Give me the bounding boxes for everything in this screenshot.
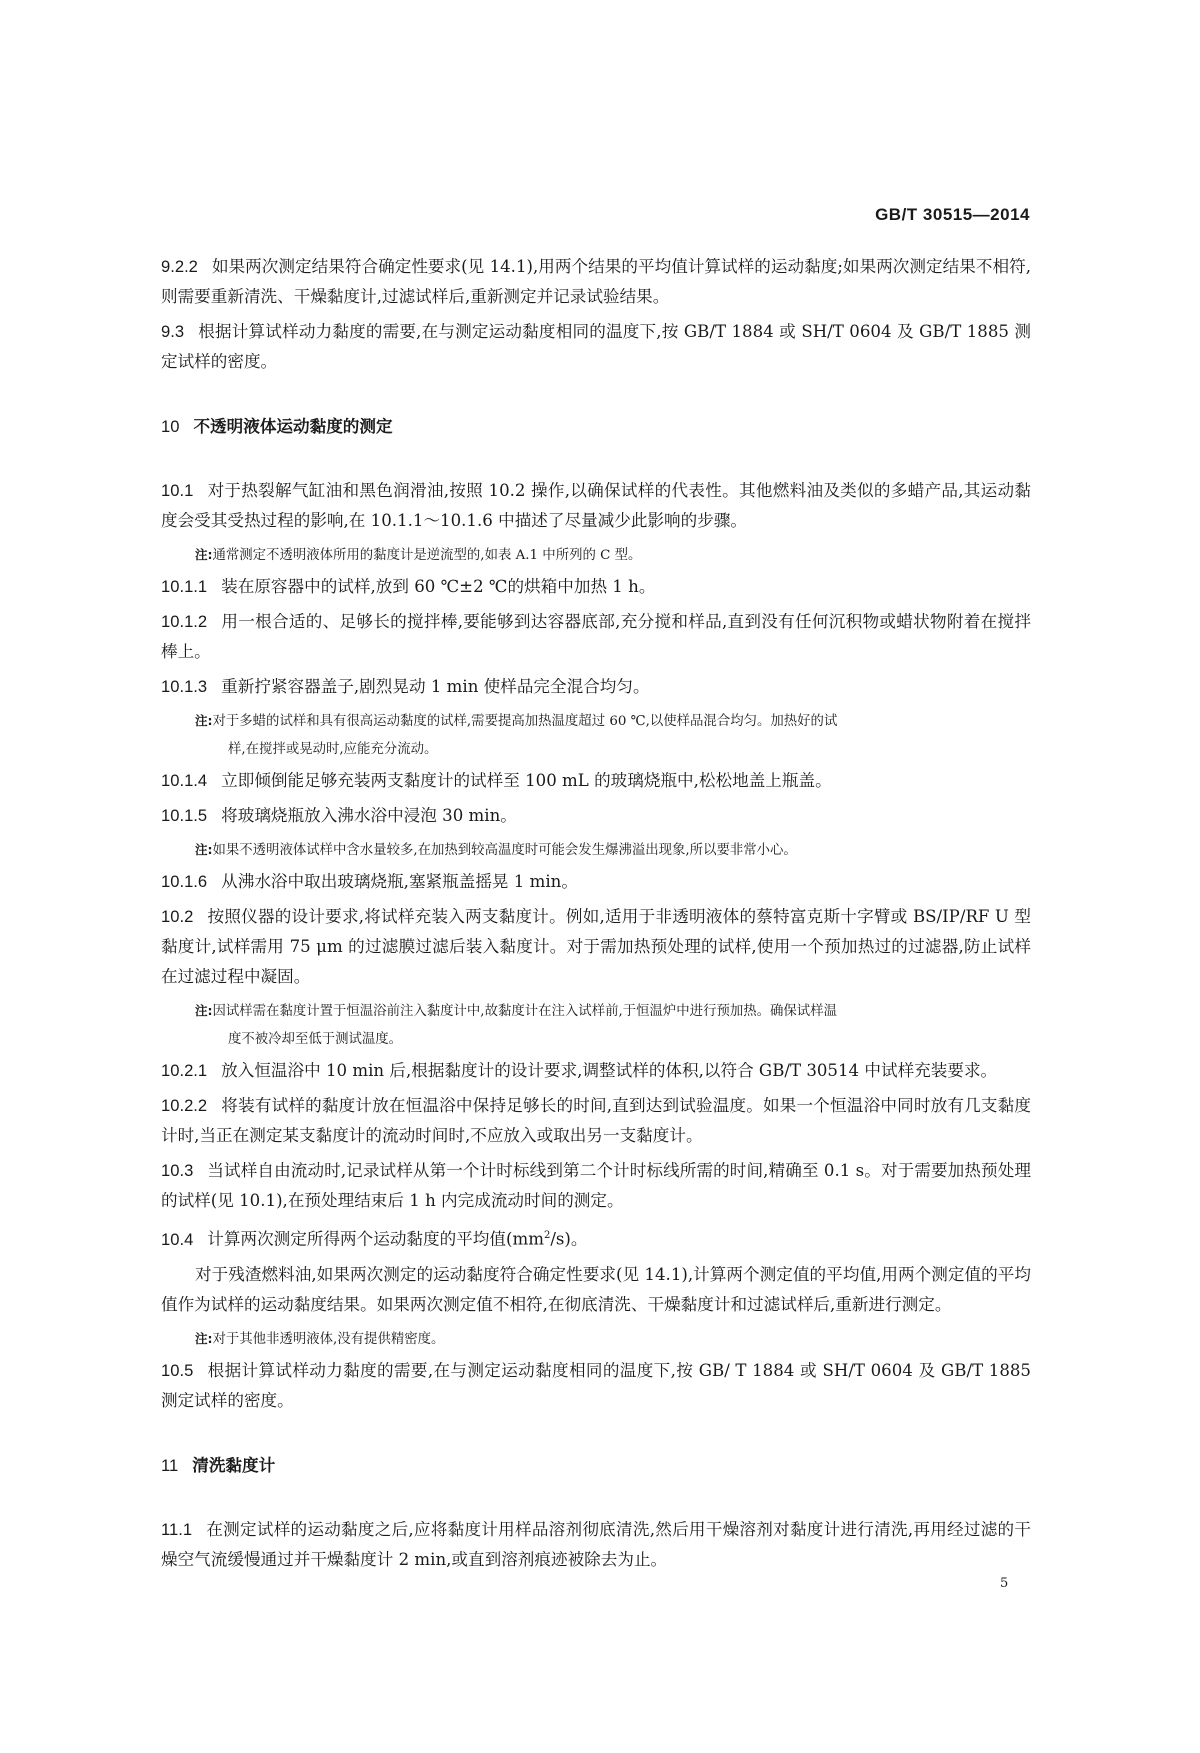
note-10-1 <box>195 541 1031 570</box>
clause-10-4-paragraph <box>161 1260 1031 1320</box>
section-title: 不透明液体运动黏度的测定 <box>193 417 393 436</box>
clause-text: 对于热裂解气缸油和黑色润滑油,按照 10.2 操作,以确保试样的代表性。其他燃料油及类似的多蜡产品,其运动黏度会受其受热过程的影响,在 10.1.1～10.1.6 中描述了尽量减少此影响的步骤。 <box>161 481 1031 530</box>
clause-text: 根据计算试样动力黏度的需要,在与测定运动黏度相同的温度下,按 GB/T 1884 或 SH/T 0604 及 GB/T 1885 测定试样的密度。 <box>161 322 1031 371</box>
note-10-1-5 <box>195 836 1031 865</box>
note-text-line1: 对于多蜡的试样和具有很高运动黏度的试样,需要提高加热温度超过 60 ℃,以使样品混合均匀。加热好的试 <box>212 714 838 729</box>
clause-text: 立即倾倒能足够充装两支黏度计的试样至 100 mL 的玻璃烧瓶中,松松地盖上瓶盖。 <box>221 771 832 790</box>
note-10-2 <box>195 997 1031 1054</box>
note-label: 注: <box>195 1330 213 1346</box>
clause-10-3 <box>161 1156 1031 1216</box>
clause-text: 用一根合适的、足够长的搅拌棒,要能够到达容器底部,充分搅和样品,直到没有任何沉积物或蜡状物附着在搅拌棒上。 <box>161 612 1031 661</box>
clause-number: 10.2.1 <box>161 1061 208 1080</box>
clause-10-1-4 <box>161 766 1031 796</box>
clause-10-4 <box>161 1221 1031 1255</box>
clause-text: 根据计算试样动力黏度的需要,在与测定运动黏度相同的温度下,按 GB/ T 1884 或 SH/T 0604 及 GB/T 1885 测定试样的密度。 <box>161 1360 1031 1410</box>
note-label: 注: <box>195 1003 213 1018</box>
clause-9-3 <box>161 317 1031 377</box>
clause-number: 10.1.2 <box>161 612 208 631</box>
note-text-line2: 样,在搅拌或晃动时,应能充分流动。 <box>228 742 438 757</box>
clause-9-2-2 <box>161 252 1031 312</box>
clause-10-1-2 <box>161 607 1031 667</box>
clause-text: 计算两次测定所得两个运动黏度的平均值(mm <box>207 1229 544 1249</box>
clause-10-1-3 <box>161 672 1031 702</box>
standard-code: GB/T 30515—2014 <box>875 205 1030 224</box>
clause-text: 如果两次测定结果符合确定性要求(见 14.1),用两个结果的平均值计算试样的运动黏度;如果两次测定结果不相符,则需要重新清洗、干燥黏度计,过滤试样后,重新测定并记录试验结果。 <box>161 257 1031 306</box>
note-label: 注: <box>195 713 213 728</box>
section-number: 11 <box>161 1455 179 1475</box>
section-11-heading <box>161 1451 1031 1481</box>
clause-11-1 <box>161 1515 1031 1575</box>
clause-10-2-2 <box>161 1091 1031 1151</box>
clause-text: 放入恒温浴中 10 min 后,根据黏度计的设计要求,调整试样的体积,以符合 GB/T 30514 中试样充装要求。 <box>221 1061 998 1080</box>
page-number: 5 <box>1000 1576 1009 1591</box>
clause-number: 10.1 <box>161 481 194 500</box>
note-10-1-3 <box>195 707 1031 764</box>
clause-number: 10.1.5 <box>161 806 208 825</box>
clause-number: 10.1.6 <box>161 872 208 891</box>
clause-text: 对于残渣燃料油,如果两次测定的运动黏度符合确定性要求(见 14.1),计算两个测定值的平均值,用两个测定值的平均值作为试样的运动黏度结果。如果两次测定值不相符,在彻底清洗、干燥黏度计和过滤试样后,重新进行测定。 <box>161 1264 1031 1314</box>
clause-number: 10.2.2 <box>161 1096 208 1115</box>
note-label: 注: <box>195 547 213 562</box>
clause-text: 装在原容器中的试样,放到 60 ℃±2 ℃的烘箱中加热 1 h。 <box>221 577 656 596</box>
clause-text: 将玻璃烧瓶放入沸水浴中浸泡 30 min。 <box>221 806 517 825</box>
note-label: 注: <box>195 842 213 857</box>
clause-10-1-6 <box>161 867 1031 897</box>
clause-text: 从沸水浴中取出玻璃烧瓶,塞紧瓶盖摇晃 1 min。 <box>221 872 578 891</box>
clause-text: 按照仪器的设计要求,将试样充装入两支黏度计。例如,适用于非透明液体的蔡特富克斯十字臂或 BS/IP/RF U 型黏度计,试样需用 75 μm 的过滤膜过滤后装入黏度计。对于需加热预处理的试样,使用一个预加热过的过滤器,防止试样在过滤过程中凝固。 <box>161 907 1031 986</box>
clause-number: 9.3 <box>161 322 185 341</box>
note-text-line1: 因试样需在黏度计置于恒温浴前注入黏度计中,故黏度计在注入试样前,于恒温炉中进行预加热。确保试样温 <box>212 1004 837 1019</box>
clause-number: 10.5 <box>161 1360 194 1380</box>
clause-number: 10.2 <box>161 907 194 926</box>
clause-text-end: /s)。 <box>550 1229 588 1249</box>
clause-10-5 <box>161 1356 1031 1416</box>
clause-number: 10.3 <box>161 1161 194 1180</box>
section-number: 10 <box>161 417 180 436</box>
section-10-heading <box>161 412 1031 442</box>
clause-text: 将装有试样的黏度计放在恒温浴中保持足够长的时间,直到达到试验温度。如果一个恒温浴中同时放有几支黏度计时,当正在测定某支黏度计的流动时间时,不应放入或取出另一支黏度计。 <box>161 1096 1031 1145</box>
clause-number: 11.1 <box>161 1519 193 1539</box>
clause-10-1-5 <box>161 801 1031 831</box>
clause-10-2 <box>161 902 1031 992</box>
note-text-line2: 度不被冷却至低于测试温度。 <box>228 1032 403 1047</box>
note-text: 通常测定不透明液体所用的黏度计是逆流型的,如表 A.1 中所列的 C 型。 <box>212 548 642 563</box>
clause-number: 10.1.3 <box>161 677 208 696</box>
clause-10-1 <box>161 476 1031 536</box>
clause-number: 9.2.2 <box>161 257 198 276</box>
note-text: 对于其他非透明液体,没有提供精密度。 <box>212 1331 445 1347</box>
clause-text: 重新拧紧容器盖子,剧烈晃动 1 min 使样品完全混合均匀。 <box>221 677 650 696</box>
clause-number: 10.1.1 <box>161 577 208 596</box>
superscript: 2 <box>543 1230 551 1241</box>
clause-text: 当试样自由流动时,记录试样从第一个计时标线到第二个计时标线所需的时间,精确至 0.1 s。对于需要加热预处理的试样(见 10.1),在预处理结束后 1 h 内完成流动时间的测定。 <box>161 1161 1031 1210</box>
note-text: 如果不透明液体试样中含水量较多,在加热到较高温度时可能会发生爆沸溢出现象,所以要非常小心。 <box>212 843 797 858</box>
clause-number: 10.4 <box>161 1229 194 1249</box>
clause-number: 10.1.4 <box>161 771 208 790</box>
clause-text: 在测定试样的运动黏度之后,应将黏度计用样品溶剂彻底清洗,然后用干燥溶剂对黏度计进行清洗,再用经过滤的干燥空气流缓慢通过并干燥黏度计 2 min,或直到溶剂痕迹被除去为止。 <box>161 1519 1031 1569</box>
note-10-4 <box>195 1325 1031 1354</box>
document-body <box>161 252 1031 1580</box>
clause-10-2-1 <box>161 1056 1031 1086</box>
clause-10-1-1 <box>161 572 1031 602</box>
section-title: 清洗黏度计 <box>192 1455 276 1475</box>
